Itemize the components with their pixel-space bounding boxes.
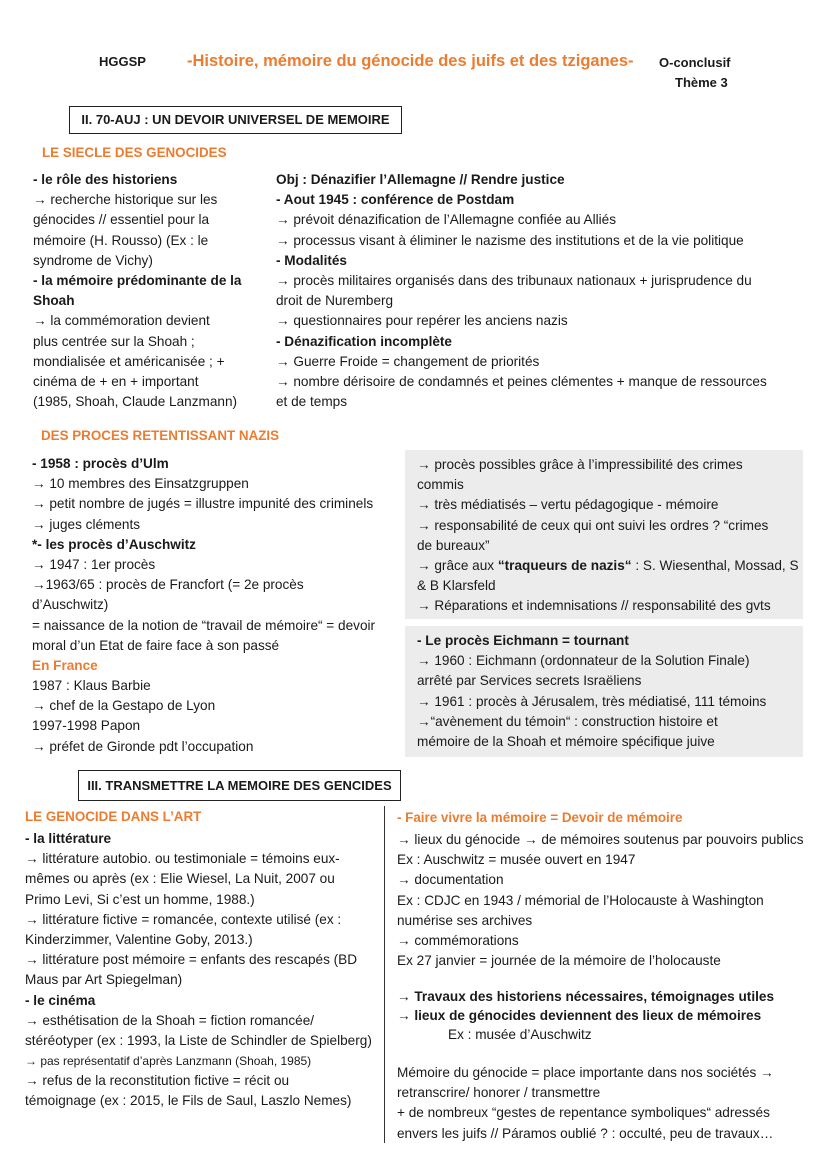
- text-line: → très médiatisés – vertu pédagogique - mémoire: [417, 497, 719, 513]
- text-span: → grâce aux: [417, 557, 495, 573]
- text-line: → juges cléments: [32, 516, 141, 532]
- vivre-column: [397, 830, 804, 971]
- text-line: Obj : Dénazifier l’Allemagne // Rendre justice: [276, 172, 565, 187]
- text-line: retranscrire/ honorer / transmettre: [397, 1085, 601, 1101]
- proces-left-column: [32, 454, 375, 757]
- text-line: - la mémoire prédominante de la: [33, 272, 242, 288]
- text-line: → responsabilité de ceux qui ont suivi les ordres ? “crimes: [417, 517, 769, 533]
- text-line: → refus de la reconstitution fictive = récit ou: [25, 1073, 290, 1089]
- art-title: LE GENOCIDE DANS L’ART: [25, 809, 202, 824]
- text-line: → procès militaires organisés dans des tribunaux nationaux + jurisprudence du: [276, 272, 752, 288]
- text-line: → 1947 : 1er procès: [32, 556, 156, 572]
- text-line: →1963/65 : procès de Francfort (= 2e procès: [32, 577, 304, 593]
- text-line: d’Auschwitz): [32, 597, 109, 613]
- text-line: → esthétisation de la Shoah = fiction romancée/: [25, 1012, 315, 1028]
- text-line: Shoah: [33, 293, 75, 309]
- text-line: → procès possibles grâce à l’impressibilité des crimes: [417, 457, 743, 472]
- text-line: → Guerre Froide = changement de priorités: [276, 353, 540, 369]
- text-line: et de temps: [276, 394, 348, 410]
- section-3-heading: III. TRANSMETTRE LA MEMOIRE DES GENCIDES: [78, 770, 401, 801]
- text-line: génocides // essentiel pour la: [33, 212, 210, 228]
- vivre-conclusion: [397, 987, 774, 1044]
- vivre-title: - Faire vivre la mémoire = Devoir de mémoire: [397, 810, 683, 825]
- text-line: stéréotyper (ex : 1993, la Liste de Schindler de Spielberg): [25, 1032, 372, 1048]
- vivre-summary: [397, 1063, 774, 1144]
- text-line: Ex : CDJC en 1943 / mémorial de l’Holocauste à Washington: [397, 892, 764, 908]
- text-line: Mémoire du génocide = place importante dans nos sociétés →: [397, 1065, 774, 1080]
- text-line: → pas représentatif d’après Lanzmann (Shoah, 1985): [25, 1054, 312, 1069]
- text-line: → préfet de Gironde pdt l’occupation: [32, 738, 254, 754]
- art-column: [25, 829, 372, 1112]
- text-line: - Modalités: [276, 252, 347, 268]
- text-line: de bureaux”: [417, 537, 490, 553]
- text-line: → Réparations et indemnisations // responsabilité des gvts: [417, 598, 771, 614]
- text-line: → 1961 : procès à Jérusalem, très médiatisé, 111 témoins: [417, 693, 767, 709]
- text-line: - Dénazification incomplète: [276, 333, 452, 349]
- siecle-right-column: [276, 170, 767, 412]
- text-line: droit de Nuremberg: [276, 293, 394, 309]
- text-line: arrêté par Services secrets Israëliens: [417, 673, 642, 689]
- text-line: cinéma de + en + important: [33, 373, 199, 389]
- text-line: → lieux de génocides deviennent des lieux de mémoires: [397, 1008, 762, 1023]
- text-line: = naissance de la notion de “travail de mémoire“ = devoir: [32, 617, 376, 633]
- text-line: En France: [32, 657, 98, 673]
- text-line: mondialisée et américanisée ; +: [33, 353, 225, 369]
- text-line: Kinderzimmer, Valentine Goby, 2013.): [25, 931, 253, 947]
- section-2-heading: II. 70-AUJ : UN DEVOIR UNIVERSEL DE MEMOIRE: [69, 106, 402, 134]
- text-line: → nombre dérisoire de condamnés et peines clémentes + manque de ressources: [276, 373, 767, 389]
- text-line: Ex 27 janvier = journée de la mémoire de l’holocauste: [397, 953, 721, 969]
- text-line: → littérature post mémoire = enfants des rescapés (BD: [25, 952, 358, 968]
- status-label: O-conclusif: [659, 55, 731, 70]
- text-line: Maus par Art Spiegelman): [25, 972, 183, 988]
- theme-label: Thème 3: [675, 75, 728, 90]
- text-line: → petit nombre de jugés = illustre impunité des criminels: [32, 496, 374, 512]
- text-line: numérise ses archives: [397, 912, 533, 928]
- text-line: Primo Levi, Si c’est un homme, 1988.): [25, 891, 255, 907]
- page-title: -Histoire, mémoire du génocide des juifs et des tziganes-: [187, 52, 634, 70]
- text-line: → la commémoration devient: [33, 313, 210, 329]
- text-line: - le cinéma: [25, 992, 96, 1008]
- text-line: Ex : musée d’Auschwitz: [448, 1027, 592, 1042]
- text-line: commis: [417, 477, 464, 493]
- text-line: → documentation: [397, 872, 504, 888]
- text-line: + de nombreux “gestes de repentance symboliques“ adressés: [397, 1105, 770, 1121]
- text-line: *- les procès d’Auschwitz: [32, 536, 196, 552]
- text-line: - le rôle des historiens: [33, 172, 178, 187]
- text-line: mémoire de la Shoah et mémoire spécifique juive: [417, 733, 715, 749]
- text-line: → recherche historique sur les: [33, 192, 218, 208]
- text-line: & B Klarsfeld: [417, 578, 496, 594]
- text-line: - la littérature: [25, 831, 112, 846]
- text-line: mémoire (H. Rousso) (Ex : le: [33, 232, 209, 248]
- text-line: → 10 membres des Einsatzgruppen: [32, 476, 249, 492]
- text-line: → littérature fictive = romancée, contexte utilisé (ex :: [25, 911, 342, 927]
- text-line: Ex : Auschwitz = musée ouvert en 1947: [397, 852, 636, 868]
- siecle-left-column: [33, 170, 242, 412]
- proces-title: DES PROCES RETENTISSANT NAZIS: [41, 428, 280, 443]
- text-line: (1985, Shoah, Claude Lanzmann): [33, 394, 238, 410]
- text-span-bold: “traqueurs de nazis“: [497, 557, 632, 573]
- text-line: → lieux du génocide → de mémoires soutenus par pouvoirs publics: [397, 832, 804, 847]
- proces-box1-text: [417, 455, 799, 617]
- column-divider: [384, 806, 385, 1143]
- text-line: → commémorations: [397, 932, 519, 948]
- text-line: → littérature autobio. ou testimoniale = témoins eux-: [25, 851, 340, 867]
- text-line: → Travaux des historiens nécessaires, témoignages utiles: [397, 989, 775, 1004]
- text-line: →“avènement du témoin“ : construction histoire et: [417, 713, 718, 729]
- text-line: 1997-1998 Papon: [32, 718, 141, 734]
- subject-label: HGGSP: [99, 54, 146, 69]
- text-span: : S. Wiesenthal, Mossad, S: [631, 557, 799, 573]
- text-line: → processus visant à éliminer le nazisme des institutions et de la vie politique: [276, 232, 744, 248]
- text-line-mixed: [417, 556, 799, 576]
- text-line: - Aout 1945 : conférence de Postdam: [276, 192, 515, 208]
- siecle-title: LE SIECLE DES GENOCIDES: [42, 145, 227, 160]
- text-line: envers les juifs // Páramos oublié ? : occulté, peu de travaux…: [397, 1125, 774, 1141]
- proces-box2-text: [417, 631, 766, 752]
- text-line: → questionnaires pour repérer les anciens nazis: [276, 313, 568, 329]
- text-line: 1987 : Klaus Barbie: [32, 678, 151, 694]
- text-line: → prévoit dénazification de l’Allemagne confiée au Alliés: [276, 212, 617, 228]
- text-line: syndrome de Vichy): [33, 252, 153, 268]
- text-line: moral d’un Etat de faire face à son passé: [32, 637, 280, 653]
- text-line: - Le procès Eichmann = tournant: [417, 633, 629, 648]
- text-line: mêmes ou après (ex : Elie Wiesel, La Nuit, 2007 ou: [25, 871, 335, 887]
- text-line: - 1958 : procès d’Ulm: [32, 456, 169, 471]
- text-line: → chef de la Gestapo de Lyon: [32, 698, 216, 714]
- text-line: → 1960 : Eichmann (ordonnateur de la Solution Finale): [417, 653, 750, 669]
- text-line: plus centrée sur la Shoah ;: [33, 333, 195, 349]
- text-line: témoignage (ex : 2015, le Fils de Saul, Laszlo Nemes): [25, 1093, 352, 1109]
